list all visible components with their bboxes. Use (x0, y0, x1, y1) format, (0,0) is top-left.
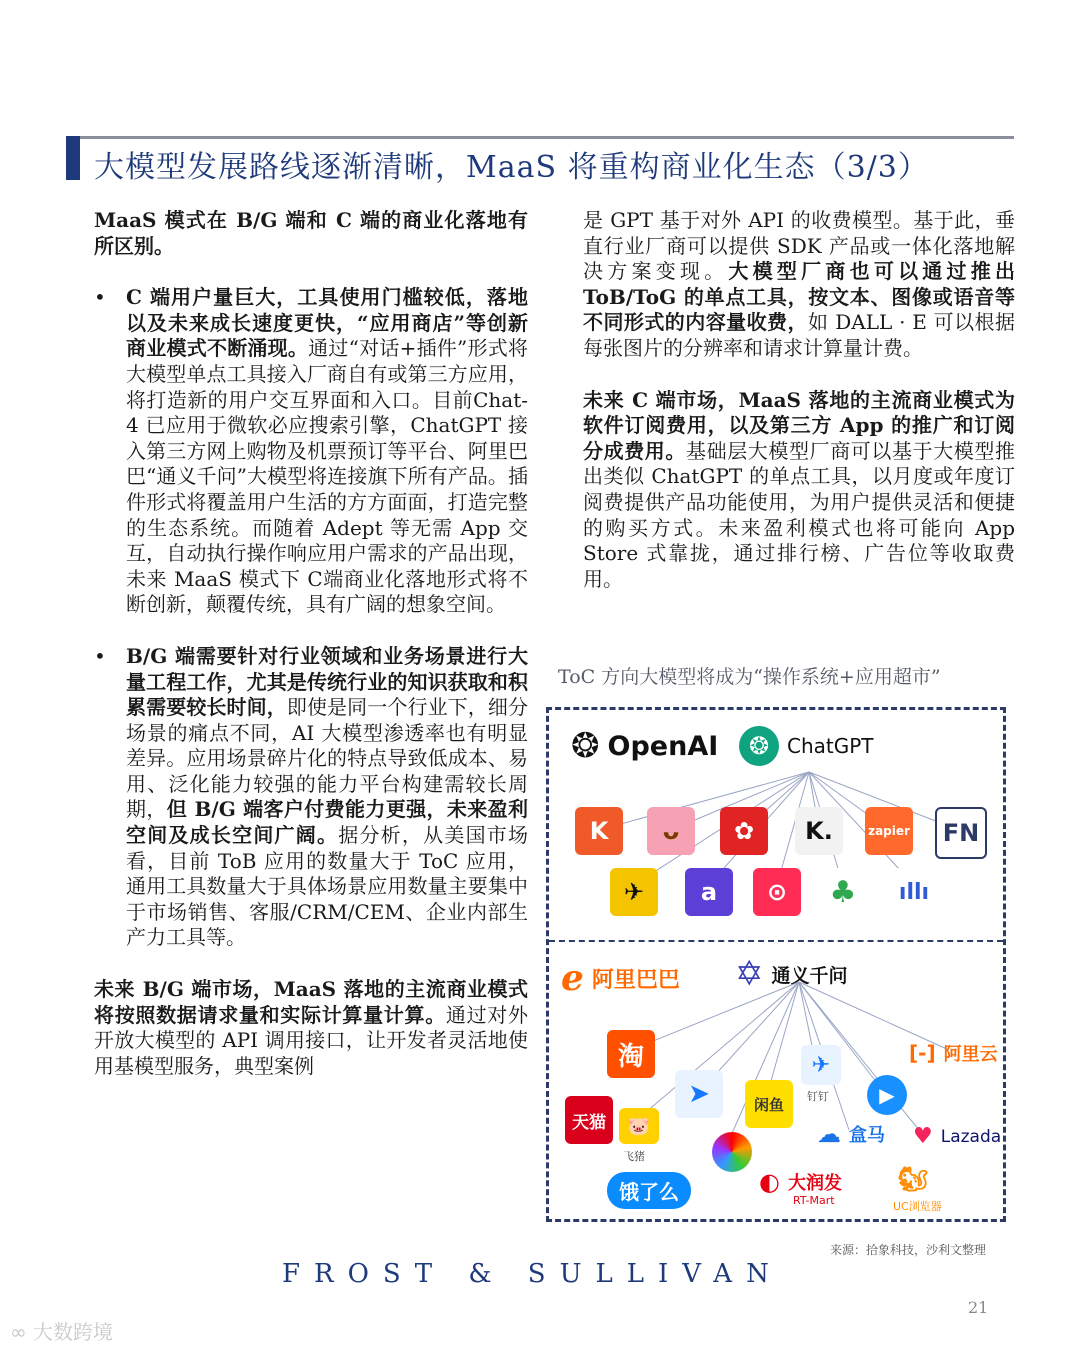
tmall-icon: 天猫 (565, 1096, 613, 1144)
title-bar (66, 136, 1014, 185)
bullet2-text2: 据分析，从美国市场看，目前 ToB 应用的数量大于 ToC 应用，通用工具数量大于具体场景应用数量主要集中于市场销售、客服/CRM/CEM、企业内部生产力工具等。 (126, 823, 529, 950)
title-rule (66, 136, 1014, 139)
api-paragraph (583, 208, 1015, 362)
right-para1-bold: 大模型厂商也可以通过推出 ToB/ToG 的单点工具，按文本、图像或语音等不同形式的内容量收费， (583, 259, 1016, 335)
bullet2-bold2: 但 B/G 端客户付费能力更强，未来盈利空间及成长空间广阔。 (126, 797, 529, 848)
source-note: 来源：拾象科技，沙利文整理 (830, 1243, 987, 1257)
chatgpt-logo: ❂ ChatGPT (739, 726, 874, 766)
feizhu-label: 飞猪 (623, 1150, 645, 1163)
alibaba-icon: ℯ (561, 958, 584, 999)
title-accent-bar (66, 136, 80, 180)
app-icon-k: K (575, 807, 623, 855)
right-para2-bold: 未来 C 端市场，MaaS 落地的主流商业模式为软件订阅费用，以及第三方 App 的推广和订阅分成费用。 (583, 387, 1015, 463)
right-para2-text: 基础层大模型厂商可以基于大模型推出类似 ChatGPT 的单点工具，以月度或年度订阅费提供产品功能使用，为用户提供灵活和便捷的购买方式。未来盈利模式也将可能向 App Store 式靠拢，通过排行榜、广告位等收取费用。 (583, 438, 1015, 591)
lazada-logo: ♥ Lazada (913, 1124, 1002, 1149)
app-icon-klarna: K. (795, 807, 843, 855)
xianyu-icon: 闲鱼 (745, 1080, 793, 1128)
bullet1-text: 通过“对话+插件”形式将大模型单点工具接入厂商自有或第三方应用，将打造新的用户交互界面和入口。目前Chat-4 已应用于微软必应搜索引擎，ChatGPT 接入第三方网上购物及机票预订等平台、阿里巴巴“通义千问”大模型将连接旗下所有产品。插件形式将覆盖用户生活的方方面面，打造完整的生态系统。而随着 Adept 等无需 App 交互，自动执行操作响应用户需求的产品出现，未来 MaaS 模式下 C端商业化落地形式将不断创新，颠覆传统，具有广阔的想象空间。 (126, 336, 528, 617)
chatgpt-icon: ❂ (739, 726, 779, 766)
figure-divider (549, 940, 1003, 942)
aliyun-logo: [-] 阿里云 (909, 1041, 998, 1065)
watermark (10, 1316, 113, 1345)
right-para1-text2: 如 DALL · E 可以根据每张图片的分辨率和请求计算量计费。 (583, 310, 1016, 360)
alibaba-logo: ℯ 阿里巴巴 (561, 958, 680, 999)
ecosystem-figure (546, 707, 1006, 1222)
tongyi-icon: ✡ (735, 954, 764, 994)
watermark-text: 大数跨境 (33, 1320, 114, 1344)
app-icon-voice: ıllı (890, 868, 938, 916)
bullet-bg-end (94, 644, 528, 951)
c-market-paragraph (583, 388, 1015, 593)
page-number: 21 (968, 1298, 989, 1317)
app-icon-fn: FN (935, 807, 987, 859)
app-icon-cat: ᴗ (647, 807, 695, 855)
app-icon-zapier: zapier (865, 807, 913, 855)
youku-icon: ▶ (867, 1075, 907, 1115)
bg-market-paragraph (94, 977, 528, 1079)
hema-logo: ☁ 盒马 (817, 1120, 885, 1148)
para3-text: 通过对外开放大模型的 API 调用接口，让开发者灵活地使用基模型服务，典型案例 (94, 1002, 529, 1078)
maps-icon: ➤ (675, 1070, 723, 1118)
bullet-dot-icon: • (94, 643, 106, 668)
figure-caption: ToC 方向大模型将成为“操作系统+应用超市” (558, 666, 941, 688)
para3-bold: 未来 B/G 端市场，MaaS 落地的主流商业模式将按照数据请求量和实际计算量计算。 (94, 977, 528, 1027)
rtmart-logo: ◐ 大润发 (759, 1168, 842, 1196)
right-column (583, 208, 1015, 592)
hema-icon: ☁ (817, 1120, 841, 1148)
youku-flower-icon (712, 1132, 752, 1172)
tongyi-logo: ✡ 通义千问 (735, 954, 848, 994)
app-icon-target: ⊙ (753, 868, 801, 916)
feizhu-icon: 🐷 (619, 1108, 659, 1144)
openai-logo: ❂ OpenAI (571, 726, 719, 766)
left-column (94, 208, 528, 1079)
bullet2-text: 即使是同一个行业下，细分场景的痛点不同，AI 大模型渗透率也有明显差异。应用场景碎片化的特点导致低成本、易用、泛化能力较强的能力平台构建需较长周期， (126, 695, 529, 822)
dingding-icon: ✈ (801, 1045, 841, 1085)
taobao-icon: 淘 (607, 1030, 655, 1078)
rtmart-icon: ◐ (759, 1168, 780, 1196)
aliyun-icon: [-] (909, 1041, 936, 1065)
bullet1-bold: C 端用户量巨大，工具使用门槛较低，落地以及未来成长速度更快，“应用商店”等创新商业模式不断涌现。 (126, 285, 528, 361)
app-icon-plane: ✈ (610, 868, 658, 916)
brand-logo: FROST & SULLIVAN (282, 1259, 783, 1289)
dingding-label: 钉钉 (807, 1090, 829, 1103)
intro-paragraph: MaaS 模式在 B/G 端和 C 端的商业化落地有所区别。 (94, 208, 528, 258)
eleme-logo: 饿了么 (607, 1172, 691, 1209)
page-title: 大模型发展路线逐渐清晰，MaaS 将重构商业化生态（3/3） (94, 150, 929, 185)
lazada-icon: ♥ (913, 1124, 933, 1149)
bullet2-bold: B/G 端需要针对行业领域和业务场景进行大量工程工作，尤其是传统行业的知识获取和积累需要较长时间， (126, 643, 528, 720)
rtmart-en-label: RT-Mart (793, 1194, 835, 1207)
app-icon-a: a (685, 868, 733, 916)
uc-browser-icon: 🐿 (893, 1162, 933, 1196)
app-icon-snowflake: ✿ (720, 807, 768, 855)
app-icon-carrot: ♣ (819, 868, 867, 916)
bullet-dot-icon: • (94, 285, 106, 310)
bullet-c-end (94, 285, 528, 618)
openai-icon: ❂ (571, 726, 600, 766)
right-para1-text: 是 GPT 基于对外 API 的收费模型。基于此，垂直行业厂商可以提供 SDK 产品或一体化落地解决方案变现。 (583, 208, 1015, 284)
uc-browser-label: UC浏览器 (893, 1200, 942, 1213)
watermark-icon: ∞ (10, 1320, 27, 1344)
